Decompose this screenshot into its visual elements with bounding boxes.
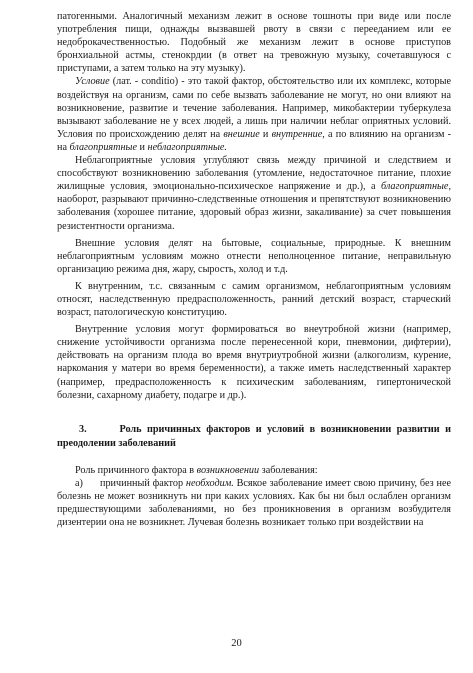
paragraph-external-conditions	[57, 237, 451, 276]
italic-term: возникновении	[196, 464, 260, 476]
section-heading: 3. Роль причинных факторов и условий в возникновении развитии и преодолении заболеваний	[57, 423, 451, 449]
italic-term: неблагоприятные.	[147, 141, 227, 153]
paragraph-condition-definition	[57, 75, 451, 154]
paragraph-internal-formation	[57, 323, 451, 402]
text-run: К внутренним, т.с. связанным с самим организмом, неблагоприятным условиям относят, наследственную предрасположенность, ранний детский возраст, старческий возраст, патологическую конституцию.	[57, 280, 451, 319]
text-run: патогенными. Аналогичный механизм лежит в основе тошноты при виде или после употребления пищи, однажды вызвавшей рвоту в связи с перееданием или ее недоброкачественностью. Подобный же механизм лежит в основе приступов бронхиальной астмы, стенокрдии (в ответ на тревожную музыку, сочетавшуюся с приступами, а затем только на эту музыку).	[57, 11, 451, 75]
paragraph-cause-role	[57, 464, 451, 477]
text-run: Внешние условия делят на бытовые, социальные, природные. К внешним неблагоприятным условиям можно отнести неполноценное питание, неправильную организацию режима дня, жару, сырость, холод и т.д.	[57, 237, 451, 275]
body-text-bottom	[57, 464, 451, 529]
text-run: и	[259, 128, 272, 140]
text-run: , наоборот, разрывают причинно-следственные отношения и препятствуют возникновению заболевания (хорошее питание, здоровый образ жизни, закаливание) за счет повышения резистентности организма.	[57, 181, 451, 232]
italic-term: благоприятные	[69, 141, 137, 153]
italic-term: внешние	[223, 128, 260, 140]
text-run: а) причинный фактор	[75, 477, 186, 489]
text-run: (лат. - conditio) - это такой фактор, обстоятельство или их комплекс, которые воздействуя на организм, сами по себе вызвать заболевание не могут, но они влияют на возникновение, развитие и течение заболевания. Например, микобактерии туберкулеза вызывают заболевание не у всех людей, а лишь при наличии неблаг оприятных условий. Условия по происхождению делят на	[57, 76, 451, 140]
text-run: и	[136, 141, 148, 153]
paragraph-cause-necessary	[57, 477, 451, 529]
text-run: , а по влиянию на организм - на	[57, 128, 452, 153]
italic-term: Условие	[75, 76, 110, 88]
text-run: Неблагоприятные условия углубляют связь между причиной и следствием и способствуют возникновению заболевания (утомление, недостаточное питание, плохие жилищные условия, эмоционально-психическое напряжение и др.), а	[57, 155, 451, 193]
paragraph-internal-conditions	[57, 280, 451, 319]
italic-term: внутренние	[271, 128, 323, 140]
text-run: Роль причинного фактора в	[75, 464, 197, 476]
text-run: Всякое заболевание имеет свою причину, без нее болезнь не может возникнуть ни при каких условиях. Как бы ни был ослаблен организм предшествующими заболеваниями, но без проникновения в организм возбудителя дизентерии она не возникнет. Лучевая болезнь возникает только при воздействии на	[57, 477, 451, 529]
italic-term: необходим.	[185, 477, 234, 489]
text-run: Внутренние условия могут формироваться во внеутробной жизни (например, снижение устойчивости организма после перенесенной кори, пневмонии, дифтерии), действовать на организм плода во время внутриутробной жизни (алкоголизм, курение, наркомания у матери во время беременности), а также иметь наследственный характер (например, предрасположенность к психическим заболеваниям, гипертонической болезни, сахарному диабету, подагре и др.).	[57, 324, 451, 401]
paragraph-unfavorable-conditions	[57, 154, 451, 233]
text-run: заболевания:	[259, 464, 318, 476]
body-text-top	[57, 10, 451, 402]
italic-term: благоприятные	[381, 181, 449, 193]
page-number: 20	[231, 638, 242, 649]
paragraph-1	[57, 10, 451, 75]
